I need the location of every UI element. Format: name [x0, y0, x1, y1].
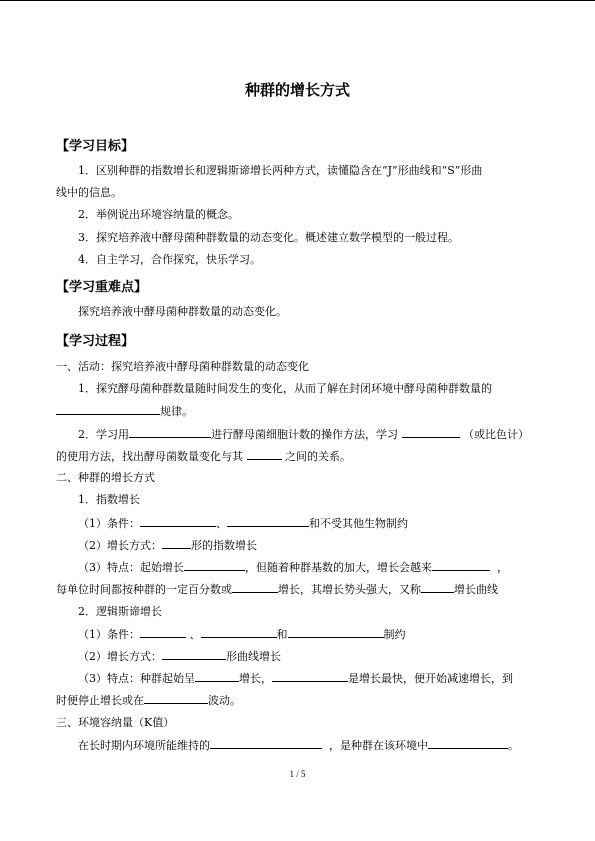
answer-blank[interactable] — [162, 538, 191, 549]
part1-item2-line1: 2．学习用 进行酵母菌细胞计数的操作方法，学习 （或比色计） — [78, 428, 529, 441]
part2-logistic-condition: （1）条件： 、 和 制约 — [78, 628, 406, 641]
part2-exponential-title: 1．指数增长 — [78, 493, 140, 506]
answer-blank[interactable] — [140, 627, 186, 638]
part2-exponential-feature-line1: （3）特点：起始增长 ，但随着种群基数的加大，增长会越来 ， — [78, 561, 508, 574]
part2-exponential-feature-line2: 每单位时间都按种群的一定百分数或 增长，其增长势头强大，又称 增长曲线 — [56, 583, 498, 596]
part2-exponential-condition: （1）条件： 、 和不受其他生物制约 — [78, 517, 408, 530]
answer-blank[interactable] — [247, 449, 282, 460]
answer-blank[interactable] — [129, 427, 211, 438]
answer-blank[interactable] — [227, 516, 309, 527]
answer-blank[interactable] — [432, 560, 490, 571]
page-number: 1 / 5 — [289, 769, 306, 779]
answer-blank[interactable] — [428, 738, 508, 749]
goal-item-3: 3．探究培养液中酵母菌种群数量的动态变化。概述建立数学模型的一般过程。 — [78, 231, 459, 244]
goal-item-2: 2．举例说出环境容纳量的概念。 — [78, 208, 239, 221]
part2-logistic-feature-line2: 时便停止增长或在 波动。 — [56, 694, 241, 707]
answer-blank[interactable] — [195, 671, 239, 682]
answer-blank[interactable] — [272, 671, 348, 682]
part1-item1-line2: 规律。 — [56, 404, 193, 418]
page-title: 种群的增长方式 — [244, 81, 350, 99]
part3-title: 三、环境容纳量（K值） — [56, 716, 175, 729]
part1-title: 一、活动：探究培养液中酵母菌种群数量的动态变化 — [56, 360, 309, 373]
keypoint-text: 探究培养液中酵母菌种群数量的动态变化。 — [78, 305, 287, 318]
answer-blank[interactable] — [421, 582, 454, 593]
answer-blank[interactable] — [140, 516, 216, 527]
part2-logistic-mode: （2）增长方式： 形曲线增长 — [78, 650, 281, 663]
answer-blank[interactable] — [144, 693, 208, 704]
part1-item2-line2: 的使用方法，找出酵母菌数量变化与其 之间的关系。 — [56, 450, 351, 463]
goal-item-4: 4．自主学习，合作探究，快乐学习。 — [78, 253, 261, 266]
answer-blank[interactable] — [201, 627, 277, 638]
answer-blank[interactable] — [56, 404, 160, 415]
section-heading-goals: 【学习目标】 — [56, 139, 135, 154]
section-heading-keypoints: 【学习重难点】 — [56, 280, 148, 295]
answer-blank[interactable] — [210, 738, 322, 749]
part2-title: 二、种群的增长方式 — [56, 471, 155, 484]
part2-logistic-title: 2．逻辑斯谛增长 — [78, 605, 162, 618]
part2-exponential-mode: （2）增长方式： 形的指数增长 — [78, 539, 257, 552]
section-heading-process: 【学习过程】 — [56, 334, 135, 349]
goal-item-1: 1．区别种群的指数增长和逻辑斯谛增长两种方式，读懂隐含在“J”形曲线和“S”形曲 — [78, 164, 483, 177]
part3-definition: 在长时期内环境所能维持的 ，是种群在该环境中 。 — [78, 739, 519, 752]
answer-blank[interactable] — [232, 582, 278, 593]
answer-blank[interactable] — [162, 649, 226, 660]
answer-blank[interactable] — [184, 560, 245, 571]
goal-item-1-cont: 线中的信息。 — [56, 186, 122, 199]
answer-blank[interactable] — [402, 427, 460, 438]
part1-item1-line1: 1．探究酵母菌种群数量随时间发生的变化，从而了解在封闭环境中酵母菌种群数量的 — [78, 382, 492, 395]
part2-logistic-feature-line1: （3）特点：种群起始呈 增长， 是增长最快，便开始减速增长，到 — [78, 672, 513, 685]
answer-blank[interactable] — [288, 627, 384, 638]
